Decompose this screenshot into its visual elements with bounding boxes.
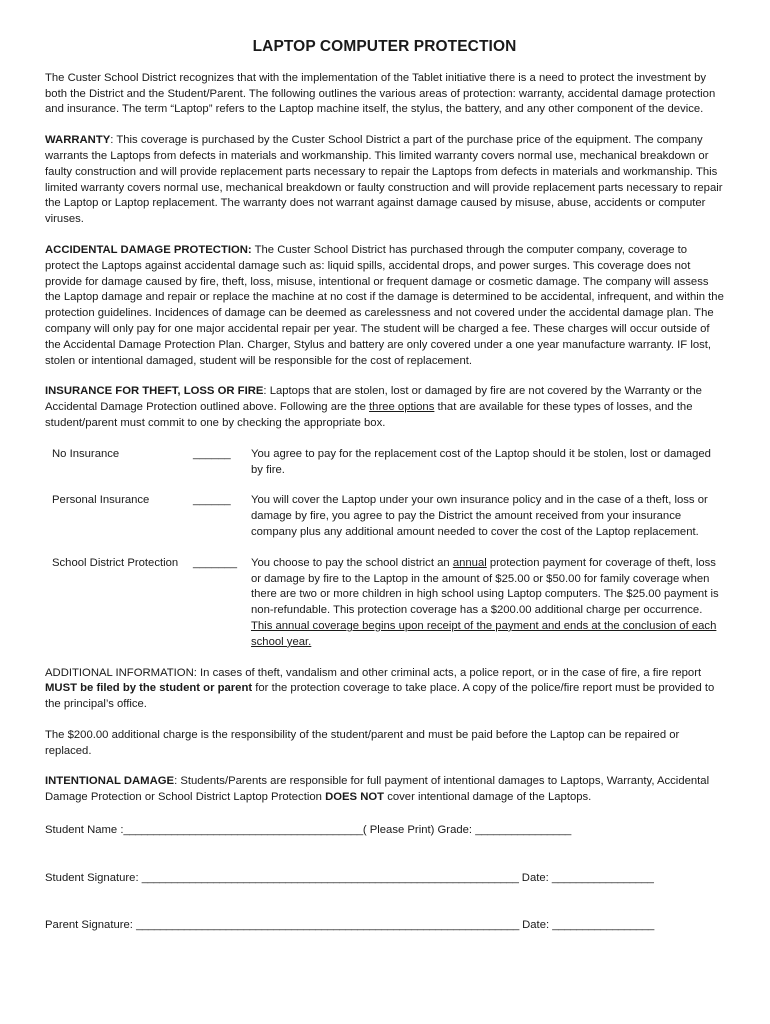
accidental-heading: ACCIDENTAL DAMAGE PROTECTION: xyxy=(45,243,252,256)
student-name-row xyxy=(45,823,724,839)
option-description: You agree to pay for the replacement cost of the Laptop should it be stolen, lost or damaged by fire. xyxy=(251,447,711,476)
option-name: School District Protection xyxy=(52,556,179,569)
intentional-paragraph xyxy=(45,774,724,806)
date-label: Date: xyxy=(522,918,553,931)
please-print-label: ( Please Print) Grade: xyxy=(362,824,476,837)
intentional-heading: INTENTIONAL DAMAGE xyxy=(45,775,175,788)
option-desc-text: protection payment for coverage of theft, loss or damage by fire to the Laptop in the amount of $25.00 or $50.00 for family coverage when there are two or more children in high school using Laptop computers. The $25.00 payment is non-refundable. This protection coverage has a $200.00 additional charge per occurrence. xyxy=(251,556,719,617)
intro-paragraph: The Custer School District recognizes that with the implementation of the Tablet initiative there is a need to protect the investment by both the District and the Student/Parent. The following outlines the various areas of protection: warranty, accidental damage protection and insurance. The term “Laptop” refers to the Laptop machine itself, the stylus, the battery, and any other component of the device. xyxy=(45,71,716,116)
parent-signature-label: Parent Signature: xyxy=(45,918,137,931)
additional-bold-text: MUST be filed by the student or parent xyxy=(45,682,253,695)
intentional-text: : Students/Parents are responsible for full payment of intentional damages to Laptops, Warranty, Accidental Damage Protection or School District Laptop Protection xyxy=(45,775,710,804)
intentional-text-end: cover intentional damage of the Laptops. xyxy=(384,791,592,804)
insurance-text: : Laptops that are stolen, lost or damaged by fire are not covered by the Warranty or the Accidental Damage Protection outlined above. Following are the xyxy=(45,385,702,414)
option-description: You will cover the Laptop under your own insurance policy and in the case of a theft, loss or damage by fire, you agree to pay the District the amount received from your insurance company plus any additional amount needed to cover the cost of the Laptop replacement. xyxy=(251,494,708,538)
option-check-blank[interactable]: ______ xyxy=(193,447,231,460)
option-description xyxy=(251,556,724,651)
option-name: Personal Insurance xyxy=(52,494,150,507)
page-title: LAPTOP COMPUTER PROTECTION xyxy=(252,38,517,55)
does-not-text: DOES NOT xyxy=(325,791,385,804)
student-signature-row xyxy=(45,871,724,887)
option-school-district-protection xyxy=(45,556,724,651)
option-desc-text: You choose to pay the school district an xyxy=(251,556,453,569)
option-name: No Insurance xyxy=(52,447,120,460)
warranty-heading: WARRANTY xyxy=(45,134,111,147)
date-label: Date: xyxy=(521,871,552,884)
student-signature-field[interactable]: _______________________________________________________________ xyxy=(141,871,519,884)
insurance-heading: INSURANCE FOR THEFT, LOSS OR FIRE xyxy=(45,385,264,398)
grade-field[interactable]: ________________ xyxy=(475,824,571,837)
charge-paragraph: The $200.00 additional charge is the responsibility of the student/parent and must be paid before the Laptop can be repaired or replaced. xyxy=(45,728,680,757)
option-no-insurance xyxy=(45,447,724,479)
student-name-field[interactable]: ________________________________________ xyxy=(123,824,363,837)
coverage-period-text: This annual coverage begins upon receipt of the payment and ends at the conclusion of each school year. xyxy=(251,619,717,648)
accidental-text: The Custer School District has purchased through the computer company, coverage to protect the Laptops against accidental damage such as: liquid spills, accidental drops, and power surges. This coverage does not provide for damage caused by fire, theft, loss, misuse, intentional or frequent damage or cosmetic damage. The company will assess the Laptop damage and repair or replace the machine at no cost if the damage is determined to be accidental, infrequent, and within the protection guidelines. Incidences of damage can be deemed as carelessness and not covered under the accidental damage plan. The company will only pay for one major accidental repair per year. The student will be charged a fee. These charges will occur outside of the Accidental Damage Protection Plan. Charger, Stylus and battery are only covered under a one year manufacture warranty. IF lost, stolen or intentional damaged, student will be responsible for the cost of replacement. xyxy=(45,243,724,367)
additional-text-end: for the protection coverage to take place. A copy of the police/fire report must be provided to the principal’s office. xyxy=(45,682,715,711)
three-options-text: three options xyxy=(369,401,435,414)
warranty-paragraph xyxy=(45,133,724,228)
option-personal-insurance xyxy=(45,493,724,540)
student-date-field[interactable]: _________________ xyxy=(551,871,654,884)
warranty-text: : This coverage is purchased by the Custer School District a part of the purchase price of the equipment. The company warrants the Laptops from defects in materials and workmanship. This limited warranty covers normal use, mechanical breakdown or faulty construction and will provide replacement parts necessary to repair the Laptops from defects in materials and workmanship. This limited warranty covers normal use, mechanical breakdown or faulty construction and will provide replacement parts necessary to repair the Laptop or Laptop replacement. The warranty does not warrant against damage caused by misuse, abuse, accidents or computer viruses. xyxy=(45,134,723,226)
parent-signature-field[interactable]: ________________________________________________________________ xyxy=(136,918,519,931)
annual-text: annual xyxy=(452,556,487,569)
option-check-blank[interactable]: ______ xyxy=(193,494,231,507)
additional-text: ADDITIONAL INFORMATION: In cases of theft, vandalism and other criminal acts, a police report, or in the case of fire, a fire report xyxy=(45,666,702,679)
additional-info-paragraph xyxy=(45,666,724,713)
insurance-text-end: that are available for these types of losses, and the student/parent must commit to one by checking the appropriate box. xyxy=(45,401,693,429)
student-signature-label: Student Signature: xyxy=(45,871,142,884)
accidental-paragraph xyxy=(45,243,724,369)
student-name-label: Student Name : xyxy=(45,824,124,837)
parent-signature-row xyxy=(45,918,724,934)
parent-date-field[interactable]: _________________ xyxy=(552,918,654,931)
option-check-blank[interactable]: _______ xyxy=(193,556,237,569)
insurance-paragraph xyxy=(45,384,724,431)
